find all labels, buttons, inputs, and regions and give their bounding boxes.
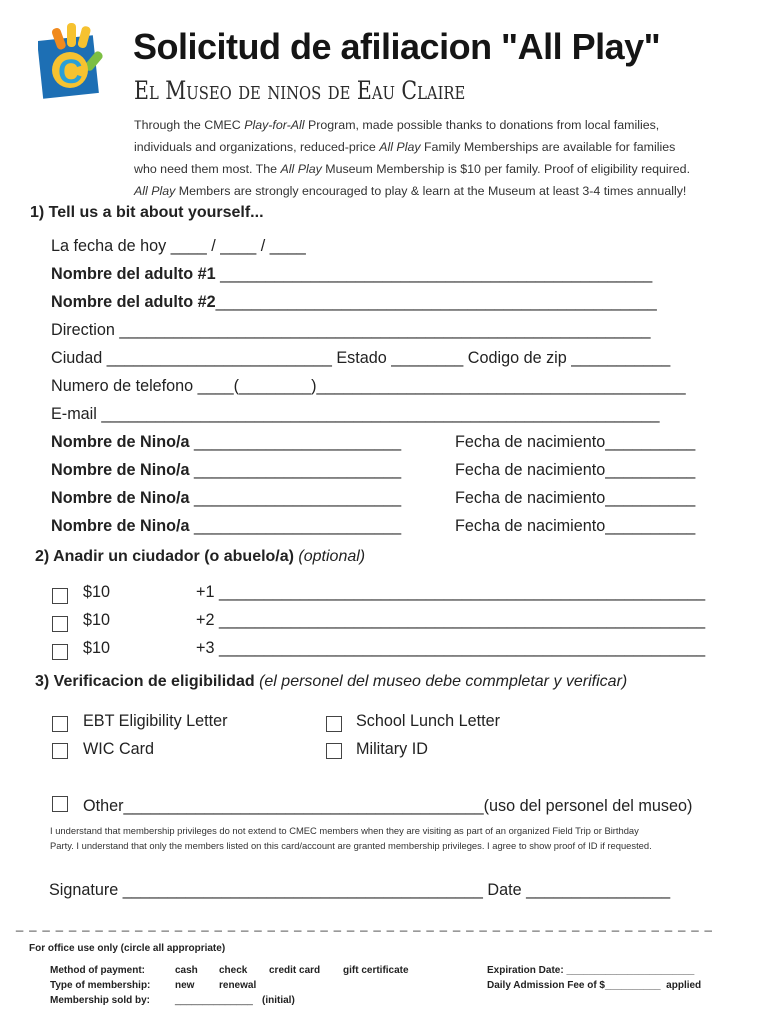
wic-label: WIC Card (83, 740, 155, 758)
child-name-field[interactable]: Nombre de Nino/a _______________________ (51, 461, 402, 479)
adult2-field[interactable]: Nombre del adulto #2_________________________________________________ (51, 293, 657, 311)
initial-label: (initial) (262, 995, 295, 1006)
address-field[interactable]: Direction ___________________________________________________________ (51, 321, 651, 339)
child-dob-field[interactable]: Fecha de nacimiento__________ (455, 489, 696, 507)
section1-heading: 1) Tell us a bit about yourself... (30, 204, 264, 221)
wic-checkbox[interactable] (52, 743, 68, 759)
signature-date-field[interactable]: Signature ________________________________________ Date ________________ (49, 881, 671, 899)
adult1-field[interactable]: Nombre del adulto #1 ________________________________________________ (51, 265, 653, 283)
military-id-checkbox[interactable] (326, 743, 342, 759)
section3-heading: 3) Verificacion de eligibilidad (el personel del museo debe commpletar y verificar) (35, 673, 628, 690)
section2-heading: 2) Anadir un ciudador (o abuelo/a) (optional) (35, 548, 366, 565)
sold-by-label: Membership sold by: (50, 995, 151, 1006)
payment-method-label: Method of payment: (50, 965, 145, 976)
other-field[interactable]: Other________________________________________(uso del personel del museo) (83, 797, 693, 815)
daily-admission-fee-field[interactable]: Daily Admission Fee of $__________ applied (487, 980, 702, 991)
office-use-heading: For office use only (circle all appropriate) (29, 943, 226, 954)
payment-option-check[interactable]: check (219, 965, 248, 976)
payment-option-gift-certificate[interactable]: gift certificate (343, 965, 409, 976)
expiration-date-field[interactable]: Expiration Date: _______________________ (487, 965, 695, 976)
military-id-label: Military ID (356, 740, 428, 758)
caregiver-checkbox[interactable] (52, 588, 68, 604)
cut-line-divider: _ _ _ _ _ _ _ _ _ _ _ _ _ _ _ _ _ _ _ _ _ _ _ _ _ _ _ _ _ _ _ _ _ _ _ _ _ _ _ _ _ _ _ _ _ _ _ _ _ _ _ _ _ (16, 917, 714, 932)
caregiver-checkbox[interactable] (52, 616, 68, 632)
child-name-field[interactable]: Nombre de Nino/a _______________________ (51, 517, 402, 535)
child-dob-field[interactable]: Fecha de nacimiento__________ (455, 461, 696, 479)
caregiver-name-field[interactable]: +3 ______________________________________________________ (196, 639, 706, 657)
child-dob-field[interactable]: Fecha de nacimiento__________ (455, 433, 696, 451)
intro-line: Through the CMEC Play-for-All Program, made possible thanks to donations from local families, (134, 118, 660, 132)
membership-type-new[interactable]: new (175, 980, 195, 991)
school-lunch-label: School Lunch Letter (356, 712, 500, 730)
school-lunch-checkbox[interactable] (326, 716, 342, 732)
child-dob-field[interactable]: Fecha de nacimiento__________ (455, 517, 696, 535)
ebt-label: EBT Eligibility Letter (83, 712, 228, 730)
email-field[interactable]: E-mail ______________________________________________________________ (51, 405, 660, 423)
caregiver-name-field[interactable]: +1 ______________________________________________________ (196, 583, 706, 601)
date-field[interactable]: La fecha de hoy ____ / ____ / ____ (51, 237, 306, 255)
sold-by-field[interactable]: ______________ (175, 995, 253, 1006)
intro-line: who need them most. The All Play Museum Membership is $10 per family. Proof of eligibility required. (134, 162, 691, 176)
other-checkbox[interactable] (52, 796, 68, 812)
caregiver-price: $10 (83, 583, 111, 601)
terms-text: I understand that membership privileges do not extend to CMEC members when they are visiting as part of an organized Field Trip or Birthday Party. I understand that only the members listed on this card/account are granted membership privileges. I agree to show proof of ID if requested. (50, 825, 652, 851)
payment-option-cash[interactable]: cash (175, 965, 198, 976)
ebt-checkbox[interactable] (52, 716, 68, 732)
caregiver-price: $10 (83, 611, 111, 629)
phone-field[interactable]: Numero de telefono ____(________)_________________________________________ (51, 377, 686, 395)
membership-type-renewal[interactable]: renewal (219, 980, 257, 991)
child-name-field[interactable]: Nombre de Nino/a _______________________ (51, 489, 402, 507)
caregiver-checkbox[interactable] (52, 644, 68, 660)
intro-line: All Play Members are strongly encouraged to play & learn at the Museum at least 3-4 times annually! (134, 184, 687, 198)
membership-type-label: Type of membership: (50, 980, 151, 991)
caregiver-price: $10 (83, 639, 111, 657)
page-subtitle: El Museo de ninos de Eau Claire (134, 76, 466, 105)
intro-line: individuals and organizations, reduced-price All Play Family Memberships are available for families (134, 140, 676, 154)
page-title: Solicitud de afiliacion "All Play" (133, 26, 661, 67)
caregiver-name-field[interactable]: +2 ______________________________________________________ (196, 611, 706, 629)
intro-paragraph (134, 114, 734, 202)
logo-letter: C (58, 53, 83, 91)
payment-option-credit-card[interactable]: credit card (269, 965, 321, 976)
child-name-field[interactable]: Nombre de Nino/a _______________________ (51, 433, 402, 451)
city-state-zip-field[interactable]: Ciudad _________________________ Estado ________ Codigo de zip ___________ (51, 349, 671, 367)
cmec-logo (38, 20, 110, 100)
